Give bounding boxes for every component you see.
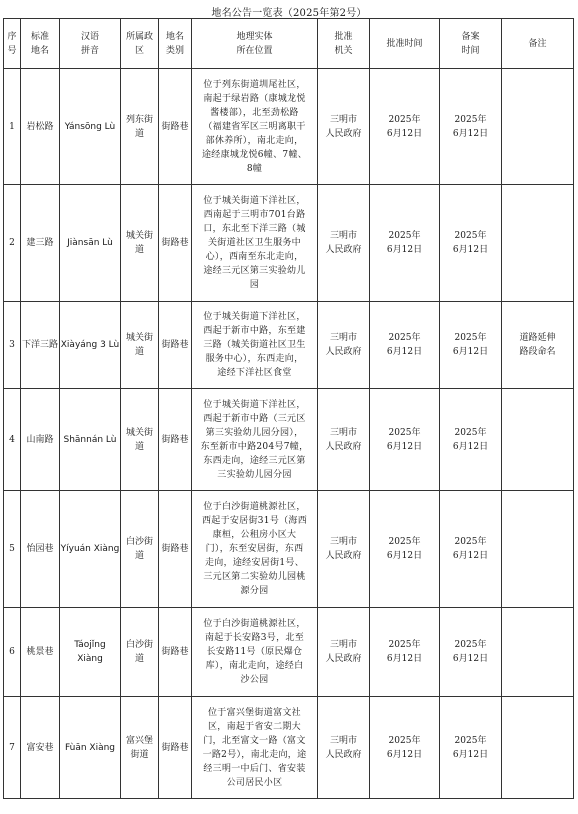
header-remark: 备注 [502,19,574,69]
table-row [4,491,574,608]
header-approve-time: 批准时间 [370,19,440,69]
cell-no: 2 [4,185,21,302]
cell-name: 岩松路 [21,69,60,185]
cell-no: 1 [4,69,21,185]
cell-district: 列东街 道 [121,69,159,185]
cell-pinyin: Xiàyáng 3 Lù [60,302,121,389]
cell-category: 街路巷 [159,389,192,491]
cell-location: 位于列东街道圳尾社区， 南起于绿岩路（康城龙悦 酱楼部），北至劲松路 （福建省军区三明离职干 部休养所），南北走向， 途经康城龙悦6幢、7幢、 8幢 [192,69,318,185]
cell-remark [502,697,574,799]
header-authority: 批准 机关 [318,19,370,69]
cell-authority: 三明市 人民政府 [318,302,370,389]
cell-district: 城关街 道 [121,389,159,491]
cell-remark [502,491,574,608]
cell-name: 建三路 [21,185,60,302]
cell-filing-time: 2025年 6月12日 [440,697,502,799]
cell-no: 3 [4,302,21,389]
cell-district: 富兴堡 街道 [121,697,159,799]
cell-category: 街路巷 [159,69,192,185]
cell-pinyin: Shānnán Lù [60,389,121,491]
cell-approve-time: 2025年 6月12日 [370,185,440,302]
cell-filing-time: 2025年 6月12日 [440,69,502,185]
document-title: 地名公告一览表（2025年第2号） [211,8,367,19]
header-location: 地理实体 所在位置 [192,19,318,69]
cell-category: 街路巷 [159,491,192,608]
cell-remark [502,389,574,491]
cell-remark [502,69,574,185]
cell-pinyin: Jiànsān Lù [60,185,121,302]
header-std-name: 标准 地名 [21,19,60,69]
cell-approve-time: 2025年 6月12日 [370,491,440,608]
cell-filing-time: 2025年 6月12日 [440,491,502,608]
cell-approve-time: 2025年 6月12日 [370,608,440,697]
cell-approve-time: 2025年 6月12日 [370,697,440,799]
cell-no: 5 [4,491,21,608]
cell-pinyin: Fùān Xiàng [60,697,121,799]
cell-authority: 三明市 人民政府 [318,389,370,491]
cell-location: 位于城关街道下洋社区， 西起于新市中路，东至建 三路（城关街道社区卫生 服务中心），东西走向， 途经下洋社区食堂 [192,302,318,389]
cell-pinyin: Táojǐng Xiàng [60,608,121,697]
table-row [4,302,574,389]
cell-category: 街路巷 [159,608,192,697]
cell-filing-time: 2025年 6月12日 [440,389,502,491]
cell-district: 白沙街 道 [121,608,159,697]
header-row [4,19,574,69]
cell-location: 位于富兴堡街道富文社 区，南起于省安二期大 门，北至富文一路（富文 一路2号），南北走向，途 经三明一中后门、省安装 公司居民小区 [192,697,318,799]
header-district: 所属政 区 [121,19,159,69]
cell-authority: 三明市 人民政府 [318,185,370,302]
cell-district: 白沙街 道 [121,491,159,608]
cell-remark [502,185,574,302]
cell-filing-time: 2025年 6月12日 [440,302,502,389]
cell-authority: 三明市 人民政府 [318,491,370,608]
cell-pinyin: Yíyuán Xiàng [60,491,121,608]
table-row [4,69,574,185]
header-category: 地名 类别 [159,19,192,69]
cell-location: 位于城关街道下洋社区， 西南起于三明市701台路 口，东北至下洋三路（城 关街道社区卫生服务中 心），西南至东北走向， 途经三元区第三实验幼儿 园 [192,185,318,302]
cell-location: 位于城关街道下洋社区， 西起于新市中路（三元区 第三实验幼儿园分园）， 东至新市中路204号7幢， 东西走向，途经三元区第 三实验幼儿园分园 [192,389,318,491]
cell-no: 6 [4,608,21,697]
cell-category: 街路巷 [159,185,192,302]
cell-location: 位于白沙街道桃源社区， 南起于长安路3号，北至 长安路11号（原民爆仓 库），南北走向，途经白 沙公园 [192,608,318,697]
cell-filing-time: 2025年 6月12日 [440,608,502,697]
place-name-table [3,18,574,799]
cell-name: 桃景巷 [21,608,60,697]
header-no: 序号 [4,19,21,69]
cell-category: 街路巷 [159,697,192,799]
cell-authority: 三明市 人民政府 [318,697,370,799]
cell-location: 位于白沙街道桃源社区， 西起于安居街31号（海西 康桓，公租房小区大 门），东至安居街，东西 走向，途经安居街1号、 三元区第二实验幼儿园桃 源分园 [192,491,318,608]
cell-pinyin: Yánsōng Lù [60,69,121,185]
table-row [4,185,574,302]
cell-name: 山南路 [21,389,60,491]
cell-name: 富安巷 [21,697,60,799]
cell-approve-time: 2025年 6月12日 [370,389,440,491]
cell-approve-time: 2025年 6月12日 [370,69,440,185]
cell-remark [502,608,574,697]
cell-authority: 三明市 人民政府 [318,69,370,185]
cell-filing-time: 2025年 6月12日 [440,185,502,302]
table-row [4,697,574,799]
table-row [4,389,574,491]
table-row [4,608,574,697]
cell-authority: 三明市 人民政府 [318,608,370,697]
cell-approve-time: 2025年 6月12日 [370,302,440,389]
header-pinyin: 汉语 拼音 [60,19,121,69]
table-body [4,69,574,799]
cell-name: 下洋三路 [21,302,60,389]
cell-remark: 道路延伸 路段命名 [502,302,574,389]
cell-name: 怡园巷 [21,491,60,608]
cell-category: 街路巷 [159,302,192,389]
header-filing-time: 备案 时间 [440,19,502,69]
cell-no: 7 [4,697,21,799]
cell-district: 城关街 道 [121,302,159,389]
cell-district: 城关街 道 [121,185,159,302]
cell-no: 4 [4,389,21,491]
